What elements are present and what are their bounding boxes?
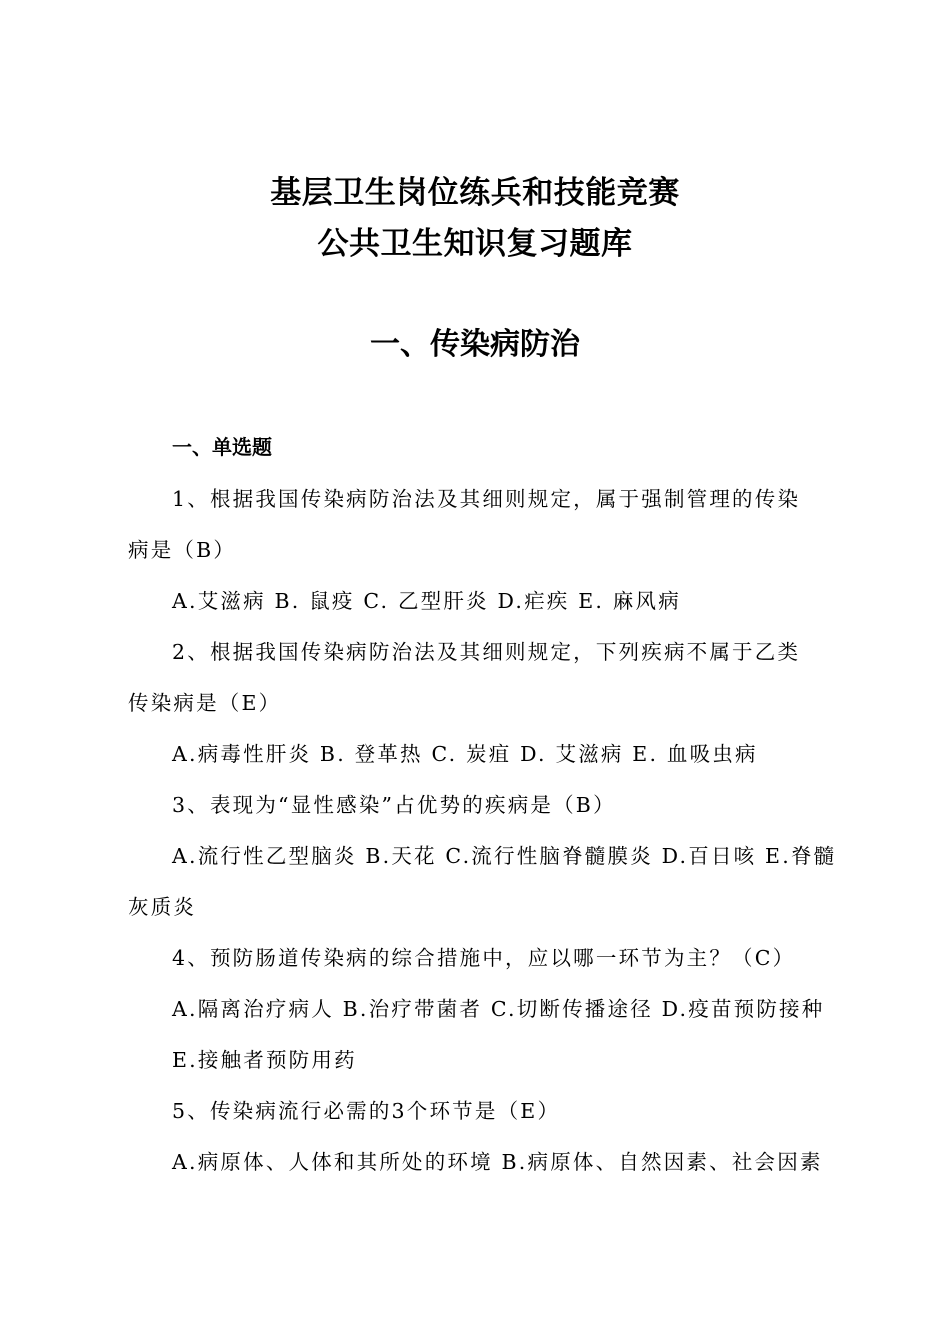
question-5-line-1: 5、传染病流行必需的3个环节是（E） (172, 1099, 561, 1123)
question-3-options-line-1: A.流行性乙型脑炎 B.天花 C.流行性脑脊髓膜炎 D.百日咳 E.脊髓 (172, 844, 837, 868)
section-heading: 一、单选题 (172, 435, 272, 459)
question-4-options-line-2: E.接触者预防用药 (172, 1048, 357, 1072)
question-5-options-line-1: A.病原体、人体和其所处的环境 B.病原体、自然因素、社会因素 (172, 1150, 823, 1174)
question-4-line-1: 4、预防肠道传染病的综合措施中，应以哪一环节为主？（C） (172, 946, 796, 970)
chapter-heading: 一、传染病防治 (370, 327, 580, 362)
question-1-line-1: 1、根据我国传染病防治法及其细则规定，属于强制管理的传染 (172, 487, 801, 511)
question-2-line-1: 2、根据我国传染病防治法及其细则规定，下列疾病不属于乙类 (172, 640, 801, 664)
question-4-options-line-1: A.隔离治疗病人 B.治疗带菌者 C.切断传播途径 D.疫苗预防接种 (172, 997, 825, 1021)
document-title-line-1: 基层卫生岗位练兵和技能竞赛 (270, 175, 680, 211)
question-3-options-line-2: 灰质炎 (128, 895, 197, 919)
question-2-options: A.病毒性肝炎 B. 登革热 C. 炭疽 D. 艾滋病 E. 血吸虫病 (172, 742, 758, 766)
question-3-line-1: 3、表现为“显性感染”占优势的疾病是（B） (172, 793, 616, 817)
question-1-line-2: 病是（B） (128, 538, 237, 562)
document-title-line-2: 公共卫生知识复习题库 (317, 226, 633, 262)
question-1-options: A.艾滋病 B. 鼠疫 C. 乙型肝炎 D.疟疾 E. 麻风病 (172, 589, 681, 613)
question-2-line-2: 传染病是（E） (128, 691, 282, 715)
